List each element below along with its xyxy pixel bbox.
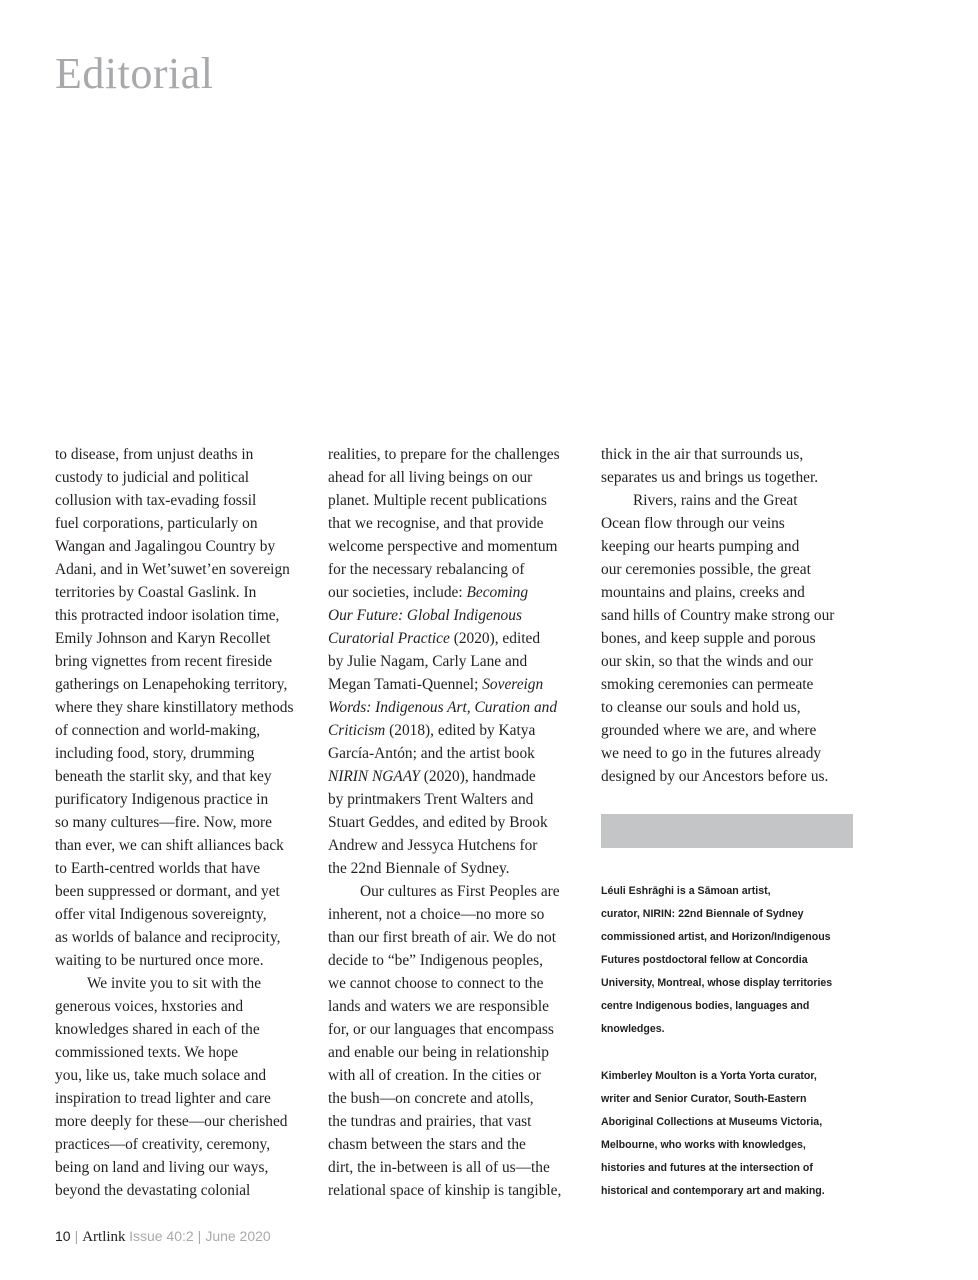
text-line	[601, 673, 856, 696]
text-segment: separates us and brings us together.	[601, 469, 819, 486]
text-segment: than our first breath of air. We do not	[328, 929, 556, 946]
bio-line: Kimberley Moulton is a Yorta Yorta curator,	[601, 1070, 817, 1082]
text-segment: of connection and world-making,	[55, 722, 261, 739]
text-line	[55, 696, 310, 719]
text-line	[601, 581, 856, 604]
text-segment: our societies, include:	[328, 584, 467, 601]
text-line	[328, 1110, 586, 1133]
text-line	[55, 903, 310, 926]
bio-line: knowledges.	[601, 1023, 665, 1035]
text-segment: thick in the air that surrounds us,	[601, 446, 804, 463]
text-line	[55, 834, 310, 857]
text-line	[601, 604, 856, 627]
text-segment: by printmakers Trent Walters and	[328, 791, 534, 808]
bio-line: Futures postdoctoral fellow at Concordia	[601, 954, 808, 966]
text-segment: Andrew and Jessyca Hutchens for	[328, 837, 538, 854]
text-segment: Ocean flow through our veins	[601, 515, 785, 532]
bio-line: writer and Senior Curator, South-Eastern	[601, 1093, 807, 1105]
text-line	[55, 765, 310, 788]
text-line	[328, 949, 586, 972]
text-line	[55, 535, 310, 558]
text-line	[55, 1179, 310, 1202]
text-segment: the tundras and prairies, that vast	[328, 1113, 532, 1130]
text-segment: designed by our Ancestors before us.	[601, 768, 829, 785]
text-segment: practices—of creativity, ceremony,	[55, 1136, 271, 1153]
bio-line: histories and futures at the intersection of	[601, 1162, 813, 1174]
text-segment: realities, to prepare for the challenges	[328, 446, 560, 463]
text-line	[55, 880, 310, 903]
text-segment: being on land and living our ways,	[55, 1159, 269, 1176]
text-segment: we need to go in the futures already	[601, 745, 822, 762]
text-line	[328, 581, 586, 604]
text-line	[55, 673, 310, 696]
text-line	[601, 696, 856, 719]
text-segment: as worlds of balance and reciprocity,	[55, 929, 281, 946]
text-line	[328, 880, 586, 903]
text-segment: bring vignettes from recent fireside	[55, 653, 273, 670]
text-line	[328, 466, 586, 489]
text-line	[328, 650, 586, 673]
text-segment: been suppressed or dormant, and yet	[55, 883, 280, 900]
text-segment: ahead for all living beings on our	[328, 469, 533, 486]
text-line	[601, 719, 856, 742]
text-line	[328, 1018, 586, 1041]
text-segment: where they share kinstillatory methods	[55, 699, 294, 716]
text-line	[55, 1041, 310, 1064]
text-line	[601, 443, 856, 466]
text-line	[328, 1156, 586, 1179]
text-line	[328, 903, 586, 926]
italic-title-text: Becoming	[466, 584, 529, 601]
text-segment: smoking ceremonies can permeate	[601, 676, 814, 693]
text-line	[55, 466, 310, 489]
text-line	[328, 443, 586, 466]
contributor-bio-moulton	[601, 1065, 861, 1203]
text-segment: the bush—on concrete and atolls,	[328, 1090, 534, 1107]
italic-title-text: Words: Indigenous Art, Curation and	[328, 699, 558, 716]
text-line	[328, 1064, 586, 1087]
text-segment: knowledges shared in each of the	[55, 1021, 260, 1038]
text-segment: (2020), handmade	[419, 768, 536, 785]
text-segment: including food, story, drumming	[55, 745, 255, 762]
text-segment: Megan Tamati-Quennel;	[328, 676, 483, 693]
text-line	[328, 719, 586, 742]
text-line	[328, 1179, 586, 1202]
text-segment: waiting to be nurtured once more.	[55, 952, 264, 969]
text-line	[328, 765, 586, 788]
text-line	[601, 535, 856, 558]
text-line	[55, 1110, 310, 1133]
text-segment: inspiration to tread lighter and care	[55, 1090, 271, 1107]
text-line	[55, 512, 310, 535]
text-line	[328, 1133, 586, 1156]
bio-line: Melbourne, who works with knowledges,	[601, 1139, 806, 1151]
text-segment: for the necessary rebalancing of	[328, 561, 525, 578]
text-line	[55, 1156, 310, 1179]
text-line	[328, 995, 586, 1018]
text-segment: Stuart Geddes, and edited by Brook	[328, 814, 548, 831]
contributor-bio-eshraghi	[601, 880, 861, 1041]
text-segment: chasm between the stars and the	[328, 1136, 526, 1153]
section-title: Editorial	[55, 49, 214, 98]
text-segment: keeping our hearts pumping and	[601, 538, 800, 555]
page-number: 10	[55, 1228, 71, 1244]
text-segment: to disease, from unjust deaths in	[55, 446, 254, 463]
text-line	[55, 949, 310, 972]
text-line	[328, 558, 586, 581]
text-line	[328, 788, 586, 811]
text-line	[328, 834, 586, 857]
text-line	[601, 466, 856, 489]
text-segment: custody to judicial and political	[55, 469, 250, 486]
text-segment: more deeply for these—our cherished	[55, 1113, 288, 1130]
text-line	[55, 443, 310, 466]
text-line	[328, 811, 586, 834]
text-segment: than ever, we can shift alliances back	[55, 837, 284, 854]
text-segment: (2020), edited	[449, 630, 541, 647]
magazine-name: Artlink	[82, 1229, 126, 1245]
text-segment: so many cultures—fire. Now, more	[55, 814, 272, 831]
text-line	[55, 742, 310, 765]
text-line	[328, 673, 586, 696]
text-line	[328, 489, 586, 512]
text-line	[55, 857, 310, 880]
text-segment: our skin, so that the winds and our	[601, 653, 814, 670]
text-line	[55, 995, 310, 1018]
text-segment: We invite you to sit with the	[87, 975, 262, 992]
text-segment: territories by Coastal Gaslink. In	[55, 584, 257, 601]
text-segment: welcome perspective and momentum	[328, 538, 558, 555]
text-line	[55, 604, 310, 627]
bio-line: curator, NIRIN: 22nd Biennale of Sydney	[601, 908, 804, 920]
text-line	[601, 765, 856, 788]
text-segment: collusion with tax-evading fossil	[55, 492, 257, 509]
bio-line: commissioned artist, and Horizon/Indigenous	[601, 931, 831, 943]
text-segment: you, like us, take much solace and	[55, 1067, 267, 1084]
text-segment: grounded where we are, and where	[601, 722, 817, 739]
text-segment: offer vital Indigenous sovereignty,	[55, 906, 267, 923]
text-segment: by Julie Nagam, Carly Lane and	[328, 653, 528, 670]
bio-line: centre Indigenous bodies, languages and	[601, 1000, 810, 1012]
text-segment: that we recognise, and that provide	[328, 515, 544, 532]
text-line	[55, 972, 310, 995]
text-line	[55, 719, 310, 742]
text-line	[328, 742, 586, 765]
text-segment: relational space of kinship is tangible,	[328, 1182, 562, 1199]
issue-number: Issue 40:2	[129, 1228, 194, 1244]
text-line	[55, 926, 310, 949]
text-line	[328, 604, 586, 627]
text-line	[55, 811, 310, 834]
text-line	[55, 558, 310, 581]
text-segment: our ceremonies possible, the great	[601, 561, 811, 578]
text-segment: with all of creation. In the cities or	[328, 1067, 541, 1084]
text-segment: Rivers, rains and the Great	[633, 492, 798, 509]
text-line	[328, 1041, 586, 1064]
text-line	[55, 1064, 310, 1087]
bio-line: historical and contemporary art and making.	[601, 1185, 825, 1197]
text-segment: beyond the devastating colonial	[55, 1182, 251, 1199]
body-column-1	[55, 443, 310, 1202]
text-line	[328, 926, 586, 949]
text-line	[601, 512, 856, 535]
italic-title-text: Curatorial Practice	[328, 630, 450, 647]
text-line	[328, 627, 586, 650]
text-segment: and enable our being in relationship	[328, 1044, 549, 1061]
text-line	[328, 972, 586, 995]
text-segment: to cleanse our souls and hold us,	[601, 699, 801, 716]
text-line	[601, 650, 856, 673]
text-line	[328, 512, 586, 535]
text-segment: beneath the starlit sky, and that key	[55, 768, 272, 785]
text-segment: García-Antón; and the artist book	[328, 745, 535, 762]
text-line	[328, 535, 586, 558]
text-line	[328, 857, 586, 880]
text-segment: decide to “be” Indigenous peoples,	[328, 952, 543, 969]
body-column-3	[601, 443, 856, 788]
text-segment: Emily Johnson and Karyn Recollet	[55, 630, 271, 647]
text-segment: gatherings on Lenapehoking territory,	[55, 676, 288, 693]
text-line	[601, 742, 856, 765]
text-segment: inherent, not a choice—no more so	[328, 906, 545, 923]
text-line	[601, 558, 856, 581]
text-segment: lands and waters we are responsible	[328, 998, 549, 1015]
text-segment: Wangan and Jagalingou Country by	[55, 538, 276, 555]
bio-line: Léuli Eshrāghi is a Sāmoan artist,	[601, 885, 771, 897]
text-line	[55, 788, 310, 811]
text-line	[328, 696, 586, 719]
text-line	[55, 1018, 310, 1041]
italic-title-text: NIRIN NGAAY	[328, 768, 420, 785]
text-segment: dirt, the in-between is all of us—the	[328, 1159, 550, 1176]
footer-separator-2: |	[197, 1228, 202, 1244]
gray-divider-bar	[601, 814, 853, 848]
text-line	[328, 1087, 586, 1110]
bio-line: University, Montreal, whose display territories	[601, 977, 833, 989]
text-segment: mountains and plains, creeks and	[601, 584, 805, 601]
text-segment: to Earth-centred worlds that have	[55, 860, 261, 877]
text-segment: for, or our languages that encompass	[328, 1021, 554, 1038]
body-column-2	[328, 443, 586, 1202]
text-line	[55, 1133, 310, 1156]
text-line	[55, 627, 310, 650]
text-segment: Our cultures as First Peoples are	[360, 883, 560, 900]
footer-separator: |	[74, 1228, 79, 1244]
text-segment: purificatory Indigenous practice in	[55, 791, 269, 808]
text-line	[601, 627, 856, 650]
text-line	[601, 489, 856, 512]
text-line	[55, 581, 310, 604]
italic-title-text: Criticism	[328, 722, 386, 739]
italic-title-text: Sovereign	[482, 676, 544, 693]
text-line	[55, 489, 310, 512]
text-segment: commissioned texts. We hope	[55, 1044, 239, 1061]
text-segment: generous voices, hxstories and	[55, 998, 244, 1015]
text-line	[55, 650, 310, 673]
text-segment: Adani, and in Wet’suwet’en sovereign	[55, 561, 290, 578]
text-segment: sand hills of Country make strong our	[601, 607, 835, 624]
issue-date: June 2020	[205, 1228, 271, 1244]
italic-title-text: Our Future: Global Indigenous	[328, 607, 522, 624]
text-segment: bones, and keep supple and porous	[601, 630, 816, 647]
text-segment: this protracted indoor isolation time,	[55, 607, 280, 624]
text-line	[55, 1087, 310, 1110]
text-segment: the 22nd Biennale of Sydney.	[328, 860, 510, 877]
text-segment: (2018), edited by Katya	[385, 722, 536, 739]
text-segment: we cannot choose to connect to the	[328, 975, 544, 992]
text-segment: planet. Multiple recent publications	[328, 492, 547, 509]
page-footer	[55, 1228, 271, 1246]
bio-line: Aboriginal Collections at Museums Victoria,	[601, 1116, 823, 1128]
text-segment: fuel corporations, particularly on	[55, 515, 258, 532]
